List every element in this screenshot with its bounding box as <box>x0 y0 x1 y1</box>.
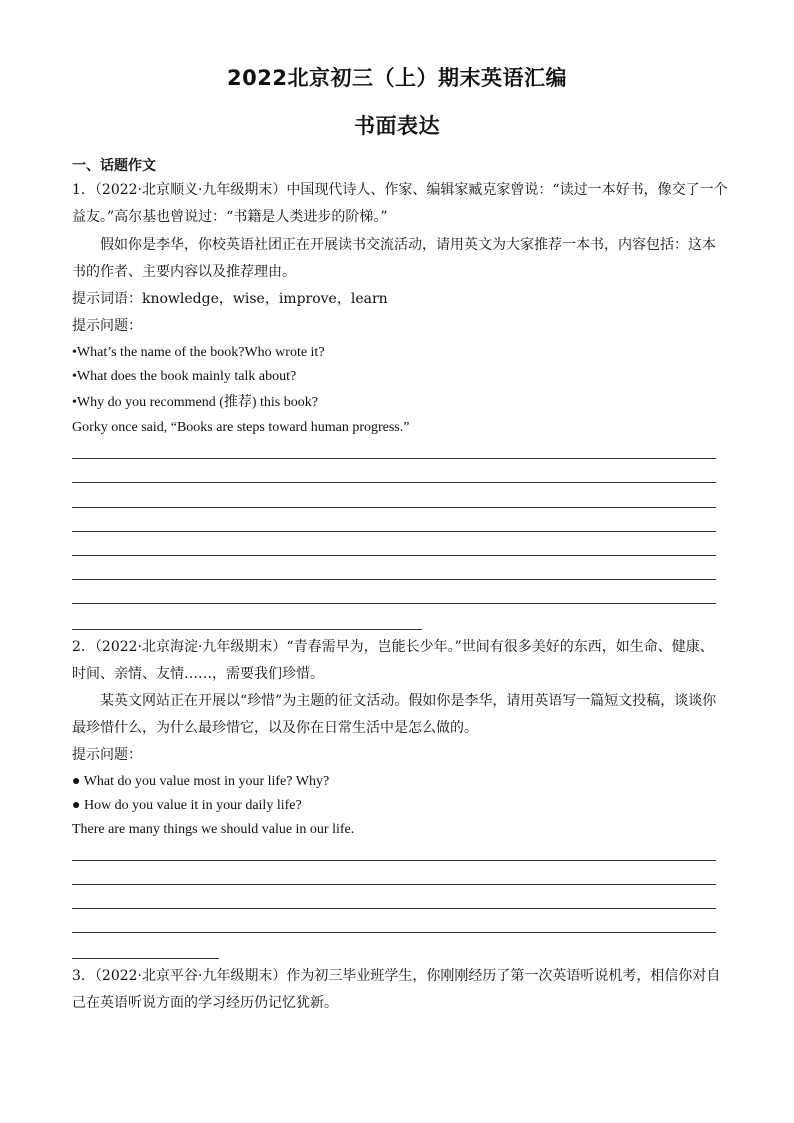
q2-starting-sentence: There are many things we should value in our life. <box>72 822 355 837</box>
q1-answer-line <box>72 458 716 459</box>
q1-prompt-line-1: 1．（2022·北京顺义·九年级期末）中国现代诗人、作家、编辑家臧克家曾说：“读过一本好书，像交了一个 <box>72 182 728 198</box>
q1-answer-line <box>72 531 716 532</box>
q1-answer-line <box>72 579 716 580</box>
q1-prompt-line-4: 书的作者、主要内容以及推荐理由。 <box>72 264 296 280</box>
q2-prompt-line-2: 时间、亲情、友情……，需要我们珍惜。 <box>72 666 324 682</box>
q1-answer-line <box>72 482 716 483</box>
q1-answer-line <box>72 603 716 604</box>
q2-hint-bullet-1: ● What do you value most in your life? Why? <box>72 774 330 789</box>
q2-hint-questions-label: 提示问题： <box>72 747 142 763</box>
q2-answer-line <box>72 932 716 933</box>
q2-prompt-line-3: 某英文网站正在开展以“珍惜”为主题的征文活动。假如你是李华，请用英语写一篇短文投稿，谈谈你 <box>100 693 717 709</box>
q1-hint-bullet-1: •What’s the name of the book?Who wrote it? <box>72 345 325 360</box>
q2-answer-line <box>72 860 716 861</box>
q2-answer-line <box>72 884 716 885</box>
document-subtitle: 书面表达 <box>354 114 440 138</box>
q1-starting-sentence: Gorky once said, “Books are steps toward human progress.” <box>72 420 410 435</box>
section-heading: 一、话题作文 <box>72 158 156 174</box>
q1-prompt-line-3: 假如你是李华，你校英语社团正在开展读书交流活动，请用英文为大家推荐一本书，内容包括：这本 <box>100 237 716 253</box>
document-title: 2022北京初三（上）期末英语汇编 <box>227 66 567 90</box>
q2-answer-line <box>72 908 716 909</box>
q1-answer-line <box>72 555 716 556</box>
q1-hint-words: 提示词语：knowledge，wise，improve，learn <box>72 291 388 307</box>
q3-prompt-line-2: 己在英语听说方面的学习经历仍记忆犹新。 <box>72 995 338 1011</box>
q2-prompt-line-4: 最珍惜什么，为什么最珍惜它，以及你在日常生活中是怎么做的。 <box>72 720 478 736</box>
q3-prompt-line-1: 3．（2022·北京平谷·九年级期末）作为初三毕业班学生，你刚刚经历了第一次英语听说机考，相信你对自 <box>72 968 721 984</box>
q2-hint-bullet-2: ● How do you value it in your daily life? <box>72 798 302 813</box>
q1-prompt-line-2: 益友。”高尔基也曾说过：“书籍是人类进步的阶梯。” <box>72 209 388 225</box>
q1-answer-line-end <box>72 629 422 630</box>
q2-answer-line-end <box>72 958 219 959</box>
q1-hint-bullet-2: •What does the book mainly talk about? <box>72 369 297 384</box>
q1-hint-questions-label: 提示问题： <box>72 318 142 334</box>
q1-answer-line <box>72 507 716 508</box>
q2-prompt-line-1: 2．（2022·北京海淀·九年级期末）“青春需早为，岂能长少年。”世间有很多美好的东西，如生命、健康、 <box>72 639 714 655</box>
q1-hint-bullet-3: •Why do you recommend (推荐) this book? <box>72 395 318 410</box>
